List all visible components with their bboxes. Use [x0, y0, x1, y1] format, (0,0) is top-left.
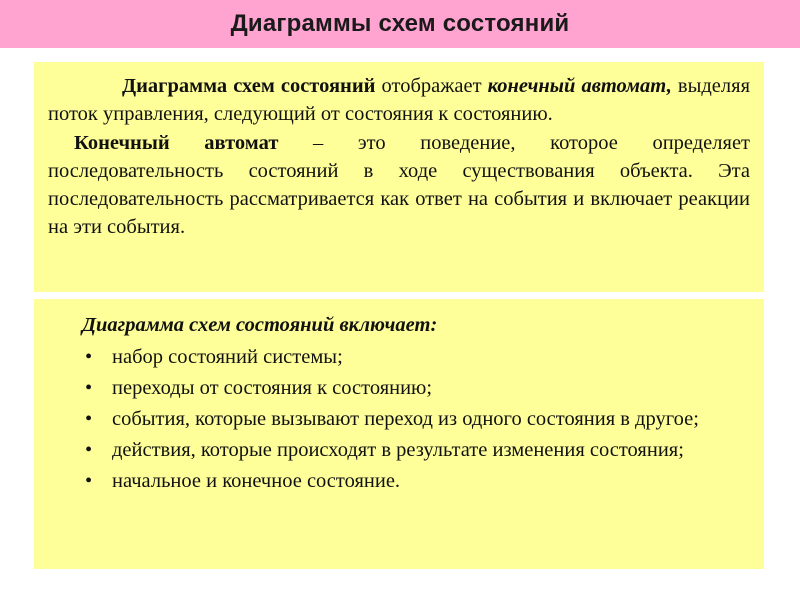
bullet-icon: • — [85, 470, 93, 492]
list-item-text: переходы от состояния к состоянию; — [112, 377, 433, 399]
includes-list — [48, 342, 750, 497]
definition-paragraph-1 — [48, 72, 750, 128]
page-title: Диаграммы схем состояний — [230, 10, 570, 37]
includes-heading: Диаграмма схем состояний включает: — [82, 314, 438, 336]
bullet-icon: • — [85, 439, 93, 461]
bullet-icon: • — [85, 377, 93, 399]
text-segment: отображает — [375, 75, 488, 97]
definition-box — [34, 62, 764, 292]
text-segment: выделяя поток управления, следующий от состояния к состоянию. — [48, 75, 750, 125]
list-item — [48, 373, 750, 404]
definition-paragraph-2 — [48, 129, 750, 241]
list-item-text: действия, которые происходят в результате изменения состояния; — [112, 439, 684, 461]
list-item-text: события, которые вызывают переход из одного состояния в другое; — [112, 408, 699, 430]
title-bar — [0, 0, 800, 48]
list-item-text: набор состояний системы; — [112, 346, 343, 368]
term-state-diagram: Диаграмма схем состояний — [122, 75, 376, 97]
list-item — [48, 404, 750, 435]
text-segment: – это поведение, которое определяет последовательность состояний в ходе существования объекта. Эта последовательность рассматривается как ответ на события и включает реакции на эти события. — [48, 132, 750, 238]
bullet-icon: • — [85, 408, 93, 430]
list-item — [48, 342, 750, 373]
term-finite-automaton-bold: Конечный автомат — [74, 132, 279, 154]
term-finite-automaton: конечный автомат, — [487, 75, 672, 97]
list-item — [48, 466, 750, 497]
list-item — [48, 435, 750, 466]
includes-box — [34, 299, 764, 569]
list-item-text: начальное и конечное состояние. — [112, 470, 401, 492]
bullet-icon: • — [85, 346, 93, 368]
